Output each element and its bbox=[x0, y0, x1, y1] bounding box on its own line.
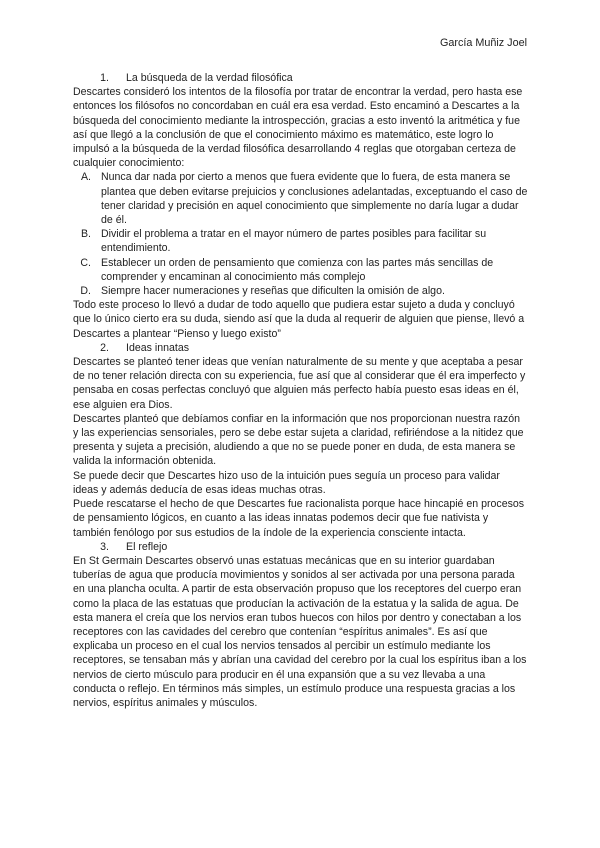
list-item bbox=[73, 170, 528, 227]
section-heading-2 bbox=[73, 341, 528, 355]
list-item bbox=[73, 227, 528, 255]
list-item-text: Siempre hacer numeraciones y reseñas que dificulten la omisión de algo. bbox=[101, 285, 445, 298]
section-number: 2. bbox=[100, 341, 109, 354]
list-marker: D. bbox=[80, 285, 91, 298]
paragraph: Se puede decir que Descartes hizo uso de la intuición pues seguía un proceso para validar ideas y además deducía de esas ideas muchas otras. bbox=[73, 469, 500, 496]
section-title: Ideas innatas bbox=[126, 341, 190, 354]
section-title: La búsqueda de la verdad filosófica bbox=[126, 72, 293, 84]
paragraph: En St Germain Descartes observó unas estatuas mecánicas que en su interior guardaban tuberías de agua que producía movimientos y sonidos al ser activada por una persona parada en una plancha oculta. A partir de esta observación propuso que los receptores del cuerpo eran como la placa de las estatuas que producían la activación de la estatua y la salida de agua. De esta manera el creía que los nervios eran tubos huecos con hilos por dentro y conectaban a los receptores con las cavidades del cerebro que contenían “espíritus animales”. Es así que explicaba un proceso en el cual los nervios tensados al percibir un estímulo mediante los receptores, se tensaban más y abrían una cavidad del cerebro por la cual los espíritus iban a los nervios de cierto músculo para producir en él una expansión que a su vez llevaba a una conducta o reflejo. En términos más simples, un estímulo produce una respuesta gracias a los nervios, espíritus animales y músculos. bbox=[73, 554, 527, 709]
section-heading-1 bbox=[73, 71, 528, 85]
list-item bbox=[73, 284, 528, 298]
paragraph: Descartes se planteó tener ideas que venían naturalmente de su mente y que aceptaba a pesar de no tener relación directa con su experiencia, fue así que al considerar que él era imperfecto y pensaba en cosas perfectas concluyó que alguien más perfecto había puesto esas ideas en él, ese alguien era Dios. bbox=[73, 356, 526, 411]
paragraph: Descartes consideró los intentos de la filosofía por tratar de encontrar la verdad, pero hasta ese entonces los filósofos no concordaban en cuál era esa verdad. Esto encaminó a Descartes a la búsqueda del conocimiento mediante la introspección, gracias a esto inventó la aritmética y fue así que llegó a la conclusión de que el conocimiento máximo es matemático, este logro lo impulsó a la búsqueda de la verdad filosófica desarrollando 4 reglas que otorgaban certeza de cualquier conocimiento: bbox=[73, 86, 523, 170]
author-name: García Muñiz Joel bbox=[439, 37, 527, 49]
paragraph: Puede rescatarse el hecho de que Descartes fue racionalista porque hace hincapié en procesos de pensamiento lógicos, en cuanto a las ideas innatas podemos decir que fue nativista y también fenólogo por sus estudios de la índole de la experiencia consciente intacta. bbox=[73, 498, 525, 539]
section-title: El reflejo bbox=[126, 540, 168, 553]
section-number: 1. bbox=[100, 72, 109, 84]
list-item bbox=[73, 256, 528, 284]
document-body bbox=[73, 71, 528, 710]
list-marker: A. bbox=[80, 171, 91, 184]
list-item-text: Nunca dar nada por cierto a menos que fuera evidente que lo fuera, de esta manera se plantea que deben evitarse prejuicios y conclusiones adelantadas, exceptuando el caso de tener claridad y precisión en aquel conocimiento que simplemente no daría lugar a dudar de él. bbox=[101, 171, 528, 227]
list-item-text: Dividir el problema a tratar en el mayor número de partes posibles para facilitar su entendimiento. bbox=[101, 228, 487, 255]
paragraph: Todo este proceso lo llevó a dudar de todo aquello que pudiera estar sujeto a duda y concluyó que lo único cierto era su duda, siendo así que la duda al requerir de alguien que piense, llevó a Descartes a plantear “Pienso y luego existo” bbox=[73, 299, 525, 340]
list-marker: B. bbox=[80, 228, 91, 241]
list-item-text: Establecer un orden de pensamiento que comienza con las partes más sencillas de comprender y encaminan al conocimiento más complejo bbox=[101, 256, 494, 283]
paragraph: Descartes planteó que debíamos confiar en la información que nos proporcionan nuestra razón y las experiencias sensoriales, pero se debe estar sujeta a claridad, refiriéndose a la nitidez que presenta y sujeta a precisión, aludiendo a que no se puede poner en duda, de esta manera se valida la información obtenida. bbox=[73, 412, 524, 468]
section-heading-3 bbox=[73, 540, 528, 554]
rules-list bbox=[73, 170, 528, 298]
section-number: 3. bbox=[100, 540, 109, 553]
list-marker: C. bbox=[80, 256, 91, 269]
